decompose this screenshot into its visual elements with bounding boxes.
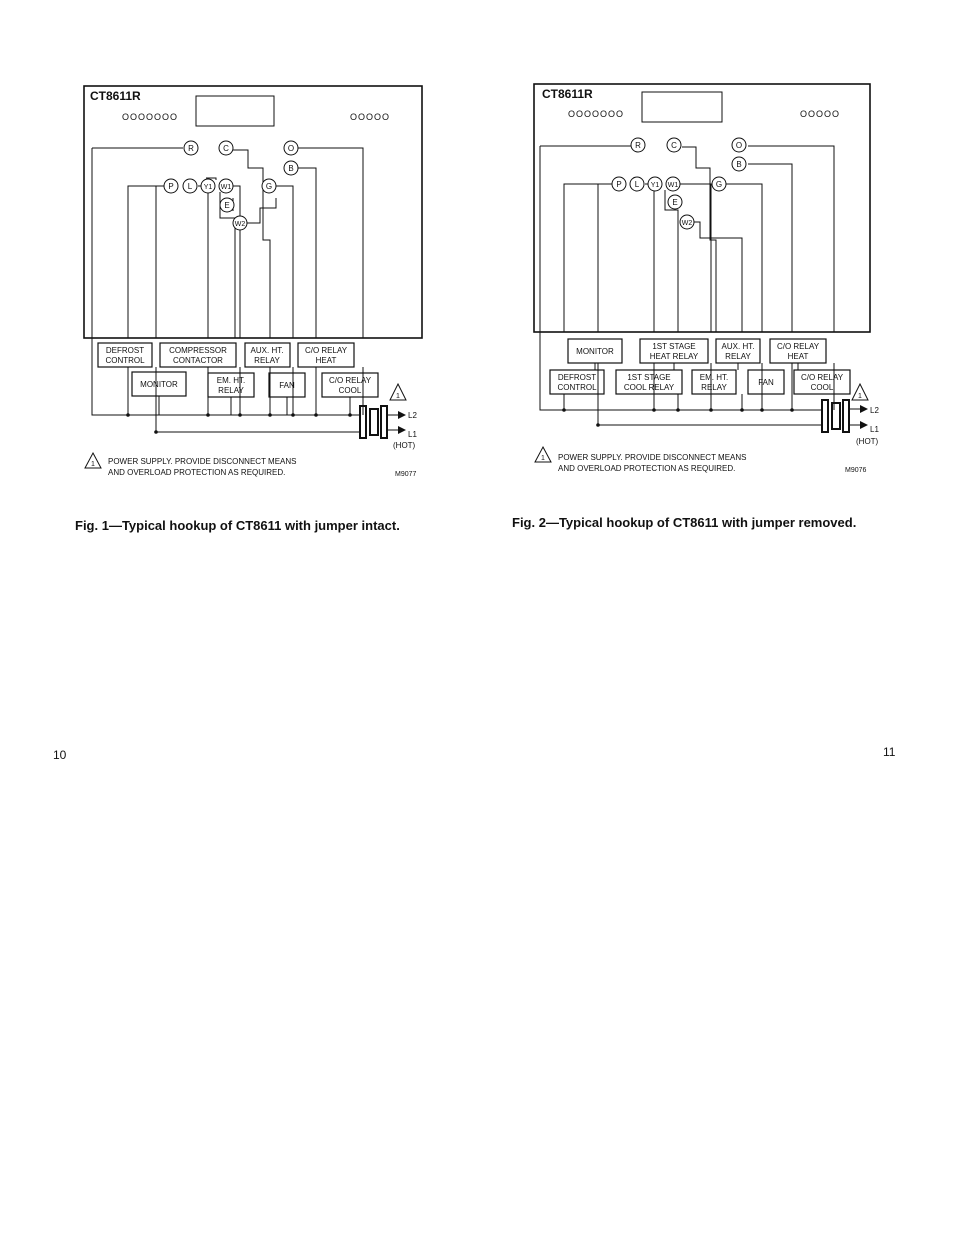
svg-text:L: L: [187, 182, 193, 191]
svg-text:1ST STAGE: 1ST STAGE: [627, 373, 671, 382]
svg-text:C: C: [671, 141, 677, 150]
svg-text:FAN: FAN: [758, 378, 774, 387]
svg-text:COMPRESSOR: COMPRESSOR: [169, 346, 227, 355]
note-line-1: POWER SUPPLY. PROVIDE DISCONNECT MEANS: [108, 457, 297, 466]
device-co-relay-cool: [322, 373, 378, 397]
terminal-E: [220, 198, 234, 212]
svg-text:R: R: [188, 144, 194, 153]
device-monitor: [568, 339, 622, 363]
device-compressor-contactor: [160, 343, 236, 367]
svg-text:EM. HT.: EM. HT.: [216, 376, 246, 385]
svg-text:C: C: [223, 144, 229, 153]
device-monitor: [132, 372, 186, 396]
hot-label: (HOT): [393, 441, 416, 450]
internal-wiring: [92, 148, 363, 338]
terminal-W1: [666, 177, 680, 191]
power-source-symbol: [360, 406, 406, 438]
svg-text:B: B: [736, 160, 742, 169]
terminal-W2: [233, 216, 247, 230]
device-aux-ht-relay: [716, 339, 760, 363]
terminal-W2: [680, 215, 694, 229]
svg-text:DEFROST: DEFROST: [557, 373, 597, 382]
svg-text:C/O RELAY: C/O RELAY: [328, 376, 372, 385]
l1-label: L1: [408, 430, 417, 439]
l2-label: L2: [408, 411, 417, 420]
device-co-relay-heat: [770, 339, 826, 363]
svg-text:COOL RELAY: COOL RELAY: [623, 383, 675, 392]
svg-text:EM. HT.: EM. HT.: [699, 373, 729, 382]
svg-text:HEAT: HEAT: [787, 352, 809, 361]
figure-1-wiring-diagram: [80, 80, 430, 485]
svg-text:RELAY: RELAY: [701, 383, 727, 392]
svg-text:E: E: [224, 201, 230, 210]
terminal-B: [732, 157, 746, 171]
svg-text:G: G: [265, 182, 273, 191]
svg-text:C/O RELAY: C/O RELAY: [304, 346, 348, 355]
terminal-C: [219, 141, 233, 155]
svg-text:W2: W2: [234, 221, 246, 228]
figure-1-svg: [80, 80, 430, 485]
thermostat-outline: [84, 86, 422, 338]
model-label: CT8611R: [90, 89, 141, 103]
svg-text:COOL: COOL: [810, 383, 834, 392]
device-1st-stage-heat-relay: [640, 339, 708, 363]
svg-text:Y1: Y1: [203, 184, 213, 191]
terminal-L: [630, 177, 644, 191]
figure-code: M9077: [395, 471, 417, 478]
note-line-1: POWER SUPPLY. PROVIDE DISCONNECT MEANS: [558, 453, 747, 462]
figure-1-caption: Fig. 1—Typical hookup of CT8611 with jumper intact.: [75, 518, 400, 533]
terminal-Y1: [201, 179, 215, 193]
svg-text:W1: W1: [220, 184, 232, 191]
thermostat-outline: [534, 84, 870, 332]
svg-text:COOL: COOL: [338, 386, 362, 395]
device-1st-stage-cool-relay: [616, 370, 682, 394]
svg-text:O: O: [287, 144, 295, 153]
terminal-P: [164, 179, 178, 193]
device-co-relay-cool: [794, 370, 850, 394]
terminal-R: [631, 138, 645, 152]
hot-label: (HOT): [856, 437, 879, 446]
svg-text:AUX. HT.: AUX. HT.: [721, 342, 755, 351]
terminal-Y1: [648, 177, 662, 191]
terminal-C: [667, 138, 681, 152]
note-triangle-icon: [85, 453, 101, 468]
svg-text:RELAY: RELAY: [254, 356, 280, 365]
dots-right: OOOOO: [800, 109, 841, 119]
svg-text:RELAY: RELAY: [725, 352, 751, 361]
svg-text:RELAY: RELAY: [218, 386, 244, 395]
svg-text:MONITOR: MONITOR: [140, 380, 178, 389]
svg-text:E: E: [672, 198, 678, 207]
svg-text:AUX. HT.: AUX. HT.: [250, 346, 284, 355]
terminal-R: [184, 141, 198, 155]
terminal-E: [668, 195, 682, 209]
svg-text:P: P: [168, 182, 174, 191]
svg-text:MONITOR: MONITOR: [576, 347, 614, 356]
svg-text:C/O RELAY: C/O RELAY: [776, 342, 820, 351]
device-aux-ht-relay: [245, 343, 290, 367]
svg-text:HEAT: HEAT: [315, 356, 337, 365]
svg-text:O: O: [735, 141, 743, 150]
warning-triangle-icon: [852, 384, 868, 400]
figure-code: M9076: [845, 467, 867, 474]
power-source-symbol: [822, 400, 868, 432]
svg-text:R: R: [635, 141, 641, 150]
terminal-P: [612, 177, 626, 191]
svg-text:DEFROST: DEFROST: [105, 346, 145, 355]
dots-left: OOOOOOO: [568, 109, 625, 119]
svg-text:W2: W2: [681, 220, 693, 227]
warning-triangle-icon: [390, 384, 406, 400]
model-label: CT8611R: [542, 87, 593, 101]
figure-2-svg: [530, 80, 890, 485]
svg-text:Y1: Y1: [650, 182, 660, 189]
device-defrost-control: [550, 370, 604, 394]
svg-text:1ST STAGE: 1ST STAGE: [652, 342, 696, 351]
display-window: [642, 92, 722, 122]
svg-text:1: 1: [91, 461, 95, 468]
note-line-2: AND OVERLOAD PROTECTION AS REQUIRED.: [558, 464, 736, 473]
figure-2-caption: Fig. 2—Typical hookup of CT8611 with jumper removed.: [512, 515, 857, 530]
terminal-B: [284, 161, 298, 175]
display-window: [196, 96, 274, 126]
svg-text:P: P: [616, 180, 622, 189]
svg-text:C/O RELAY: C/O RELAY: [800, 373, 844, 382]
svg-text:1: 1: [541, 455, 545, 462]
svg-text:B: B: [288, 164, 294, 173]
device-fan: [748, 370, 784, 394]
device-em-ht-relay: [208, 373, 254, 397]
dots-right: OOOOO: [350, 112, 391, 122]
l2-label: L2: [870, 406, 879, 415]
svg-text:1: 1: [396, 393, 400, 400]
terminal-G: [262, 179, 276, 193]
terminal-G: [712, 177, 726, 191]
device-defrost-control: [98, 343, 152, 367]
dots-left: OOOOOOO: [122, 112, 179, 122]
l1-label: L1: [870, 425, 879, 434]
terminal-O: [284, 141, 298, 155]
svg-text:FAN: FAN: [279, 381, 295, 390]
svg-text:W1: W1: [667, 182, 679, 189]
svg-text:1: 1: [858, 393, 862, 400]
internal-wiring: [540, 146, 834, 332]
terminal-W1: [219, 179, 233, 193]
svg-text:L: L: [634, 180, 640, 189]
terminal-O: [732, 138, 746, 152]
right-page-number: 11: [883, 745, 896, 759]
note-line-2: AND OVERLOAD PROTECTION AS REQUIRED.: [108, 468, 286, 477]
device-fan: [269, 373, 305, 397]
note-triangle-icon: [535, 447, 551, 462]
svg-text:CONTROL: CONTROL: [105, 356, 145, 365]
svg-text:CONTACTOR: CONTACTOR: [173, 356, 223, 365]
terminal-L: [183, 179, 197, 193]
svg-text:CONTROL: CONTROL: [557, 383, 597, 392]
figure-2-wiring-diagram: [530, 80, 890, 485]
left-page-number: 10: [53, 748, 67, 762]
svg-text:HEAT RELAY: HEAT RELAY: [649, 352, 699, 361]
svg-text:G: G: [715, 180, 723, 189]
device-em-ht-relay: [692, 370, 736, 394]
device-co-relay-heat: [298, 343, 354, 367]
